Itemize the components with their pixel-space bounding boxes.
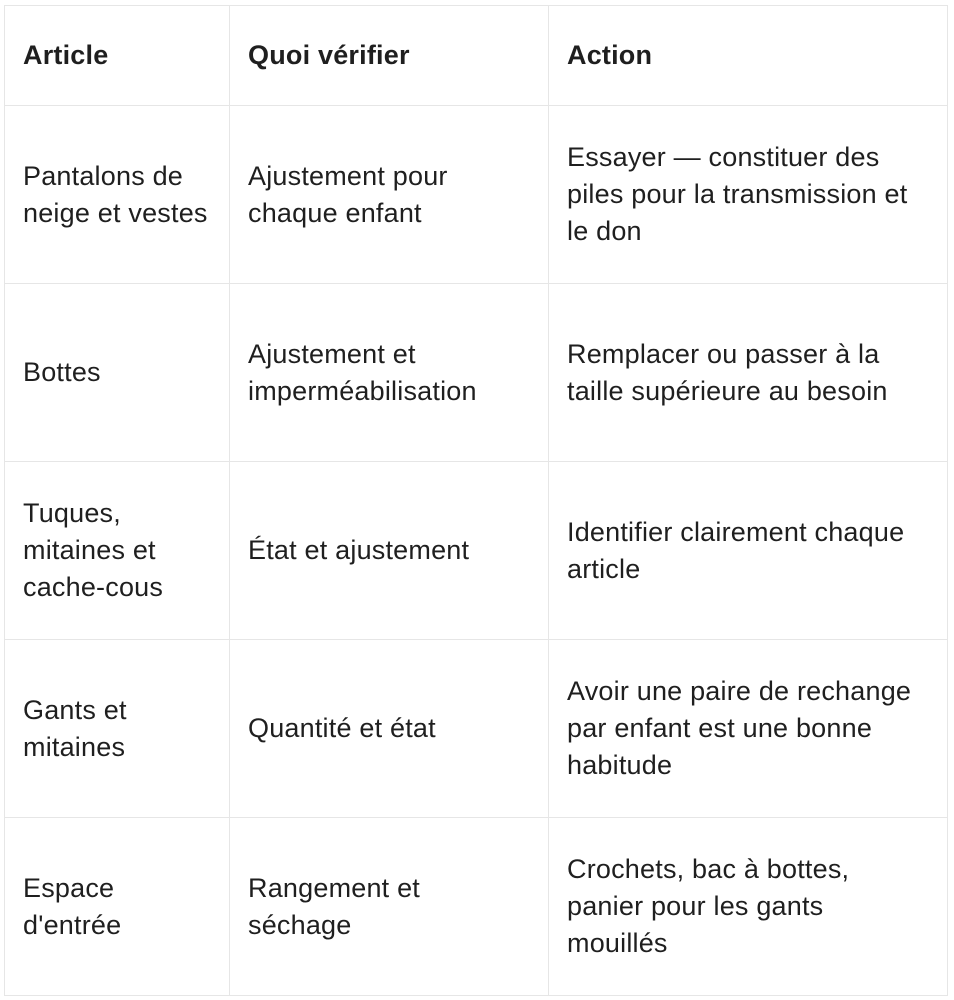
cell-what-to-check: État et ajustement — [230, 462, 549, 640]
cell-action: Remplacer ou passer à la taille supérieure au besoin — [549, 284, 948, 462]
winter-gear-checklist-table — [4, 5, 948, 996]
table-header — [5, 6, 948, 106]
table-row — [5, 462, 948, 640]
cell-article: Gants et mitaines — [5, 640, 230, 818]
cell-article: Tuques, mitaines et cache-cous — [5, 462, 230, 640]
table-row — [5, 818, 948, 996]
cell-what-to-check: Ajustement pour chaque enfant — [230, 106, 549, 284]
cell-action: Identifier clairement chaque article — [549, 462, 948, 640]
header-article: Article — [5, 6, 230, 106]
cell-article: Espace d'entrée — [5, 818, 230, 996]
header-row — [5, 6, 948, 106]
table-row — [5, 284, 948, 462]
header-what-to-check: Quoi vérifier — [230, 6, 549, 106]
cell-article: Bottes — [5, 284, 230, 462]
cell-action: Avoir une paire de rechange par enfant est une bonne habitude — [549, 640, 948, 818]
table-body — [5, 106, 948, 996]
cell-action: Crochets, bac à bottes, panier pour les gants mouillés — [549, 818, 948, 996]
cell-what-to-check: Quantité et état — [230, 640, 549, 818]
table-row — [5, 640, 948, 818]
table-row — [5, 106, 948, 284]
cell-what-to-check: Rangement et séchage — [230, 818, 549, 996]
cell-action: Essayer — constituer des piles pour la transmission et le don — [549, 106, 948, 284]
header-action: Action — [549, 6, 948, 106]
cell-what-to-check: Ajustement et imperméabilisation — [230, 284, 549, 462]
cell-article: Pantalons de neige et vestes — [5, 106, 230, 284]
